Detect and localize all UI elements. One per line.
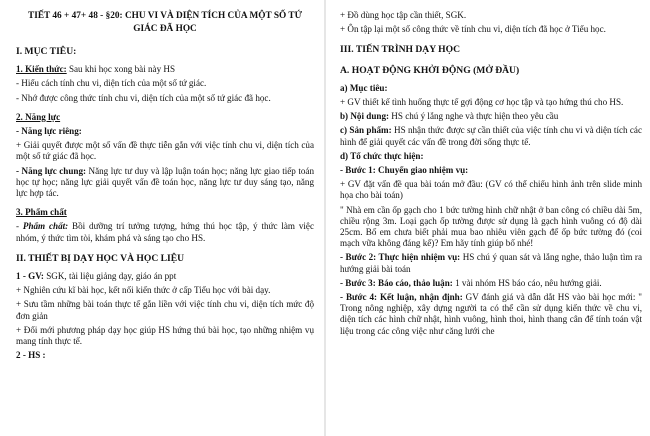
- general-competence-text: Năng lực tư duy và lập luận toán học; năng lực giao tiếp toán học tự học; năng lực giải quyết vấn đề toán học, năng lực tư duy sáng tạo, năng lực hợp tác.: [16, 165, 314, 199]
- product-label: c) Sản phẩm:: [340, 125, 392, 136]
- step-2-text: HS chú ý quan sát và lắng nghe, thảo luận tìm ra hướng giải bài toán: [340, 252, 642, 274]
- problem-quote: " Nhà em cần ốp gạch cho 1 bức tường hình chữ nhật ở ban công có chiều dài 5m, chiều rộng 3m. Loại gạch ốp tường được sử dụng là gạch hình vuông có độ dài 25cm. Bố em chưa biết phải mua bao nhiêu viên gạch để ốp bức tường đó (coi mạch vữa không đáng kể)? Em hãy tính giúp bố nhé!: [340, 204, 642, 249]
- teacher-item-1: + Nghiên cứu kĩ bài học, kết nối kiến thức ở cấp Tiểu học với bài dạy.: [16, 285, 271, 296]
- section-objectives-heading: I. MỤC TIÊU:: [16, 46, 77, 57]
- quality-bold: Phẩm chất:: [22, 221, 69, 232]
- teacher-item-2: + Sưu tầm những bài toán thực tế gắn liền với việc tính chu vi, diện tích mức độ đơn giản: [16, 299, 314, 321]
- student-item-1: + Đồ dùng học tập cần thiết, SGK.: [340, 10, 467, 20]
- step-3-text: 1 vài nhóm HS báo cáo, nêu hướng giải.: [452, 277, 602, 288]
- document-page-right: [326, 0, 650, 436]
- organization-label: d) Tổ chức thực hiện:: [340, 150, 424, 161]
- step-2-label: - Bước 2: Thực hiện nhiệm vụ:: [340, 252, 461, 263]
- student-label: 2 - HS: [16, 350, 41, 361]
- section-process-heading: III. TIẾN TRÌNH DẠY HỌC: [340, 44, 461, 56]
- objective-label: a) Mục tiêu:: [340, 82, 388, 93]
- lesson-title: TIẾT 46 + 47+ 48 - §20: CHU VI VÀ DIỆN TÍCH CỦA MỘT SỐ TỨ GIÁC ĐÃ HỌC: [28, 11, 302, 34]
- quality-text: Bồi dưỡng trí tưởng tượng, hứng thú học tập, ý thức làm việc nhóm, ý thức tìm tòi, khám phá và sáng tạo cho HS.: [16, 221, 314, 243]
- student-colon: :: [40, 350, 46, 361]
- student-item-2: + Ôn tập lại một số công thức về tính chu vi, diện tích đã học ở Tiểu học.: [340, 24, 606, 35]
- step-3-label: - Bước 3: Báo cáo, thảo luận:: [340, 277, 453, 288]
- specific-competence-label: - Năng lực riêng:: [16, 126, 82, 137]
- knowledge-label: 1. Kiến thức:: [16, 64, 67, 75]
- step-4-text: GV đánh giá và dẫn dắt HS vào bài học mới: " Trong nông nghiệp, xây dựng người ta có thể cần sử dụng kiến thức về chu vi, diện tích các hình chữ nhật, hình vuông, hình thoi, hình thang cân để tính toán vật liệu trong các công việc như căng lưới che: [340, 292, 642, 336]
- section-equipment-heading: II. THIẾT BỊ DẠY HỌC VÀ HỌC LIỆU: [16, 252, 185, 264]
- quality-prefix: -: [16, 221, 23, 232]
- specific-competence-item: + Giải quyết được một số vấn đề thực tiễn gắn với việc tính chu vi, diện tích của một số tứ giác đã học.: [16, 140, 314, 162]
- objective-text: + GV thiết kế tình huống thực tế gợi động cơ học tập và tạo hứng thú cho HS.: [340, 97, 624, 108]
- document-page-left: [0, 0, 324, 436]
- competence-label: 2. Năng lực: [16, 111, 61, 122]
- product-text: HS nhận thức được sự cần thiết của việc tính chu vi và diện tích các hình để giải quyết các vấn đề trong đời sống thực tế.: [340, 125, 643, 147]
- content-text: HS chú ý lắng nghe và thực hiện theo yêu cầu: [389, 111, 559, 122]
- teacher-item-3: + Đổi mới phương pháp dạy học giúp HS hứng thú bài học, tạo những nhiệm vụ mang tính thực tế.: [16, 324, 314, 347]
- step-1-text: + GV đặt vấn đề qua bài toán mở đầu: (GV có thể chiếu hình ảnh trên slide minh họa cho bài toán): [340, 179, 642, 201]
- general-competence-label: - Năng lực chung:: [16, 165, 87, 176]
- knowledge-item-1: - Hiểu cách tính chu vi, diện tích của một số tứ giác.: [16, 78, 207, 89]
- quality-label: 3. Phẩm chất: [16, 207, 67, 218]
- teacher-label: 1 - GV:: [16, 271, 44, 282]
- teacher-text: SGK, tài liệu giảng dạy, giáo án ppt: [43, 271, 177, 282]
- knowledge-item-2: - Nhớ được công thức tính chu vi, diện tích của một số tứ giác đã học.: [16, 92, 271, 103]
- step-1-label: - Bước 1: Chuyển giao nhiệm vụ:: [340, 165, 469, 176]
- step-4-label: - Bước 4: Kết luận, nhận định:: [340, 292, 463, 303]
- activity-a-heading: A. HOẠT ĐỘNG KHỞI ĐỘNG (MỞ ĐẦU): [340, 64, 520, 76]
- knowledge-text: Sau khi học xong bài này HS: [66, 64, 176, 75]
- content-label: b) Nội dung:: [340, 111, 390, 122]
